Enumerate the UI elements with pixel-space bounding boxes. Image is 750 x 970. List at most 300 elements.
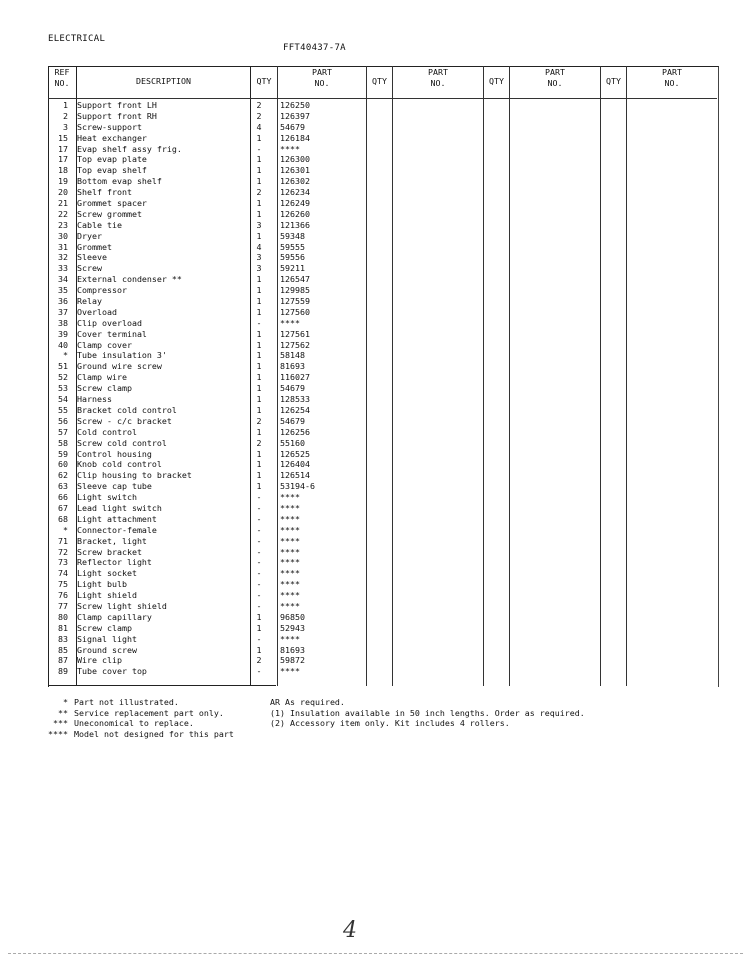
- footnote: [40, 708, 234, 719]
- description-cell: Clamp capillary: [77, 611, 152, 622]
- description-cell: Tube cover top: [77, 666, 147, 677]
- table-body: [48, 100, 717, 677]
- qty-cell: 1: [256, 285, 262, 296]
- description-cell: Cold control: [77, 426, 137, 437]
- description-cell: Heat exchanger: [77, 132, 147, 143]
- qty-cell: 2: [256, 437, 262, 448]
- description-cell: Light shield: [77, 590, 137, 601]
- qty-cell: 1: [256, 470, 262, 481]
- qty-cell: 1: [256, 296, 262, 307]
- description-cell: Light attachment: [77, 513, 157, 524]
- header-qty-4: QTY: [606, 76, 621, 86]
- qty-cell: 1: [256, 328, 262, 339]
- table-row: [48, 634, 717, 645]
- description-cell: Screw - c/c bracket: [77, 415, 172, 426]
- page-number: 4: [343, 918, 357, 943]
- part-number-cell: 59348: [280, 230, 305, 241]
- ref-cell: 20: [58, 187, 68, 198]
- part-number-cell: 116027: [280, 372, 310, 383]
- table-row: [48, 383, 717, 394]
- table-row: [48, 645, 717, 656]
- table-row: [48, 590, 717, 601]
- model-number: FFT40437-7A: [283, 43, 346, 53]
- ref-cell: 80: [58, 611, 68, 622]
- table-row: [48, 449, 717, 460]
- footnote-text: Model not designed for this part: [74, 728, 234, 739]
- ref-cell: 37: [58, 306, 68, 317]
- qty-cell: 1: [256, 339, 262, 350]
- qty-cell: 1: [256, 372, 262, 383]
- description-cell: Light bulb: [77, 579, 127, 590]
- footnote-symbol: **: [58, 707, 68, 718]
- ref-cell: 1: [63, 100, 68, 110]
- description-cell: Sleeve cap tube: [77, 481, 152, 492]
- ref-cell: 56: [58, 415, 68, 426]
- table-row: [48, 470, 717, 481]
- ref-cell: 2: [63, 110, 68, 121]
- qty-cell: 1: [256, 154, 262, 165]
- part-number-cell: ****: [280, 502, 300, 513]
- table-row: [48, 144, 717, 155]
- header-qty-2: QTY: [372, 76, 387, 86]
- description-cell: Bottom evap shelf: [77, 176, 162, 187]
- ref-cell: 32: [58, 252, 68, 263]
- description-cell: Lead light switch: [77, 502, 162, 513]
- part-number-cell: 126302: [280, 176, 310, 187]
- footnote-symbol: ****: [48, 728, 68, 739]
- footnote-text: (1) Insulation available in 50 inch lengths. Order as required.: [270, 707, 585, 718]
- qty-cell: -: [256, 557, 262, 568]
- footnotes-left: [40, 697, 234, 739]
- header-qty-1: QTY: [256, 76, 272, 86]
- table-row: [48, 557, 717, 568]
- ref-cell: 63: [58, 481, 68, 492]
- part-number-cell: ****: [280, 546, 300, 557]
- part-number-cell: ****: [280, 513, 300, 524]
- description-cell: Wire clip: [77, 655, 122, 666]
- description-cell: Clip housing to bracket: [77, 470, 192, 481]
- qty-cell: 3: [256, 219, 262, 230]
- ref-cell: 40: [58, 339, 68, 350]
- part-number-cell: 126397: [280, 110, 310, 121]
- part-number-cell: 127560: [280, 306, 310, 317]
- footnote-symbol: *: [63, 697, 68, 707]
- table-row: [48, 481, 717, 492]
- table-row: [48, 296, 717, 307]
- table-row: [48, 514, 717, 525]
- qty-cell: 2: [256, 187, 262, 198]
- ref-cell: 22: [58, 208, 68, 219]
- ref-cell: 17: [58, 154, 68, 165]
- qty-cell: -: [256, 513, 262, 524]
- table-row: [48, 187, 717, 198]
- description-cell: Overload: [77, 306, 117, 317]
- parts-table: [48, 66, 717, 686]
- ref-cell: 52: [58, 372, 68, 383]
- ref-cell: 54: [58, 394, 68, 405]
- description-cell: Screw grommet: [77, 208, 142, 219]
- part-number-cell: 126514: [280, 470, 310, 481]
- table-row: [48, 100, 717, 111]
- qty-cell: 2: [256, 415, 262, 426]
- description-cell: Clamp cover: [77, 339, 132, 350]
- ref-cell: 60: [58, 459, 68, 470]
- ref-cell: 81: [58, 622, 68, 633]
- qty-cell: 1: [256, 198, 262, 209]
- part-number-cell: 121366: [280, 219, 310, 230]
- description-cell: Control housing: [77, 448, 152, 459]
- qty-cell: -: [256, 317, 262, 328]
- ref-cell: 57: [58, 426, 68, 437]
- table-row: [48, 361, 717, 372]
- header-qty-3: QTY: [489, 76, 504, 86]
- part-number-cell: ****: [280, 568, 300, 579]
- header-part-1: PART NO.: [312, 67, 332, 88]
- description-cell: Evap shelf assy frig.: [77, 143, 182, 154]
- qty-cell: -: [256, 600, 262, 611]
- table-row: [48, 263, 717, 274]
- part-number-cell: 126525: [280, 448, 310, 459]
- part-number-cell: 127561: [280, 328, 310, 339]
- table-row: [48, 601, 717, 612]
- description-cell: Grommet: [77, 241, 112, 252]
- ref-cell: 71: [58, 535, 68, 546]
- footnote-text: Part not illustrated.: [74, 697, 179, 707]
- part-number-cell: 54679: [280, 415, 305, 426]
- table-row: [48, 122, 717, 133]
- table-row: [48, 252, 717, 263]
- qty-cell: -: [256, 546, 262, 557]
- part-number-cell: 126250: [280, 100, 310, 110]
- part-number-cell: 127559: [280, 296, 310, 307]
- footnote: [40, 697, 234, 708]
- ref-cell: 39: [58, 328, 68, 339]
- part-number-cell: 126301: [280, 165, 310, 176]
- ref-cell: *: [63, 350, 68, 361]
- ref-cell: 51: [58, 361, 68, 372]
- part-number-cell: 53194-6: [280, 481, 315, 492]
- ref-cell: 58: [58, 437, 68, 448]
- description-cell: Screw clamp: [77, 622, 132, 633]
- ref-cell: 18: [58, 165, 68, 176]
- table-row: [48, 274, 717, 285]
- header-part-4: PART NO.: [662, 67, 682, 88]
- qty-cell: 1: [256, 448, 262, 459]
- table-row: [48, 350, 717, 361]
- part-number-cell: 54679: [280, 121, 305, 132]
- part-number-cell: ****: [280, 590, 300, 601]
- description-cell: Cover terminal: [77, 328, 147, 339]
- part-number-cell: 59556: [280, 252, 305, 263]
- table-bottom-rule: [49, 685, 276, 686]
- description-cell: Clamp wire: [77, 372, 127, 383]
- part-number-cell: ****: [280, 666, 300, 677]
- table-row: [48, 525, 717, 536]
- ref-cell: 77: [58, 600, 68, 611]
- ref-cell: 23: [58, 219, 68, 230]
- ref-cell: 72: [58, 546, 68, 557]
- qty-cell: 1: [256, 383, 262, 394]
- ref-cell: 38: [58, 317, 68, 328]
- ref-cell: 75: [58, 579, 68, 590]
- description-cell: Screw bracket: [77, 546, 142, 557]
- ref-cell: 19: [58, 176, 68, 187]
- description-cell: Light switch: [77, 492, 137, 503]
- ref-cell: 83: [58, 633, 68, 644]
- qty-cell: -: [256, 666, 262, 677]
- part-number-cell: 59211: [280, 263, 305, 274]
- description-cell: Screw cold control: [77, 437, 167, 448]
- qty-cell: -: [256, 502, 262, 513]
- description-cell: Ground wire screw: [77, 361, 162, 372]
- header-part-3: PART NO.: [545, 67, 565, 88]
- description-cell: Shelf front: [77, 187, 132, 198]
- description-cell: Support front LH: [77, 100, 157, 110]
- section-title: ELECTRICAL: [48, 34, 106, 44]
- description-cell: Signal light: [77, 633, 137, 644]
- ref-cell: 68: [58, 513, 68, 524]
- ref-cell: 59: [58, 448, 68, 459]
- ref-cell: 66: [58, 492, 68, 503]
- ref-cell: 34: [58, 274, 68, 285]
- qty-cell: 1: [256, 361, 262, 372]
- ref-cell: 17: [58, 143, 68, 154]
- table-row: [48, 536, 717, 547]
- description-cell: Tube insulation 3': [77, 350, 167, 361]
- part-number-cell: ****: [280, 535, 300, 546]
- ref-cell: 31: [58, 241, 68, 252]
- part-number-cell: 126249: [280, 198, 310, 209]
- qty-cell: 1: [256, 306, 262, 317]
- table-row: [48, 655, 717, 666]
- table-row: [48, 612, 717, 623]
- description-cell: Light socket: [77, 568, 137, 579]
- qty-cell: 2: [256, 100, 262, 110]
- qty-cell: -: [256, 590, 262, 601]
- part-number-cell: 126260: [280, 208, 310, 219]
- ref-cell: 15: [58, 132, 68, 143]
- qty-cell: 3: [256, 263, 262, 274]
- qty-cell: 1: [256, 611, 262, 622]
- qty-cell: 1: [256, 274, 262, 285]
- part-number-cell: 96850: [280, 611, 305, 622]
- description-cell: Compressor: [77, 285, 127, 296]
- qty-cell: 1: [256, 132, 262, 143]
- table-row: [48, 209, 717, 220]
- part-number-cell: 81693: [280, 644, 305, 655]
- qty-cell: 1: [256, 165, 262, 176]
- description-cell: Reflector light: [77, 557, 152, 568]
- description-cell: Screw-support: [77, 121, 142, 132]
- footnotes-right: [270, 697, 585, 729]
- part-number-cell: 127562: [280, 339, 310, 350]
- footnote: [40, 729, 234, 740]
- part-number-cell: 126254: [280, 404, 310, 415]
- ref-cell: 62: [58, 470, 68, 481]
- footnote-symbol: ***: [53, 718, 68, 729]
- qty-cell: 4: [256, 241, 262, 252]
- table-row: [48, 198, 717, 209]
- part-number-cell: ****: [280, 633, 300, 644]
- table-row: [48, 372, 717, 383]
- qty-cell: -: [256, 492, 262, 503]
- description-cell: Ground screw: [77, 644, 137, 655]
- qty-cell: 1: [256, 644, 262, 655]
- part-number-cell: ****: [280, 317, 300, 328]
- qty-cell: -: [256, 143, 262, 154]
- table-row: [48, 154, 717, 165]
- description-cell: Top evap shelf: [77, 165, 147, 176]
- header-description: DESCRIPTION: [136, 76, 191, 86]
- table-row: [48, 285, 717, 296]
- qty-cell: 1: [256, 350, 262, 361]
- description-cell: Support front RH: [77, 110, 157, 121]
- table-row: [48, 568, 717, 579]
- footnote-text: Service replacement part only.: [74, 707, 224, 718]
- ref-cell: 35: [58, 285, 68, 296]
- description-cell: Sleeve: [77, 252, 107, 263]
- ref-cell: 3: [63, 121, 68, 132]
- part-number-cell: 58148: [280, 350, 305, 361]
- part-number-cell: 59872: [280, 655, 305, 666]
- qty-cell: 2: [256, 655, 262, 666]
- table-row: [48, 492, 717, 503]
- qty-cell: 2: [256, 110, 262, 121]
- qty-cell: 1: [256, 426, 262, 437]
- table-row: [48, 459, 717, 470]
- part-number-cell: 81693: [280, 361, 305, 372]
- ref-cell: 30: [58, 230, 68, 241]
- description-cell: Dryer: [77, 230, 102, 241]
- table-row: [48, 547, 717, 558]
- part-number-cell: ****: [280, 143, 300, 154]
- table-row: [48, 220, 717, 231]
- description-cell: Grommet spacer: [77, 198, 147, 209]
- ref-cell: 74: [58, 568, 68, 579]
- ref-cell: *: [63, 524, 68, 535]
- qty-cell: -: [256, 524, 262, 535]
- qty-cell: 1: [256, 481, 262, 492]
- part-number-cell: 55160: [280, 437, 305, 448]
- qty-cell: 3: [256, 252, 262, 263]
- part-number-cell: 126256: [280, 426, 310, 437]
- table-row: [48, 329, 717, 340]
- qty-cell: -: [256, 633, 262, 644]
- ref-cell: 73: [58, 557, 68, 568]
- footnote-text: (2) Accessory item only. Kit includes 4 rollers.: [270, 718, 510, 729]
- table-row: [48, 416, 717, 427]
- part-number-cell: 126184: [280, 132, 310, 143]
- part-number-cell: ****: [280, 600, 300, 611]
- qty-cell: -: [256, 568, 262, 579]
- table-row: [48, 242, 717, 253]
- header-rule: [48, 98, 717, 99]
- part-number-cell: ****: [280, 557, 300, 568]
- part-number-cell: 129985: [280, 285, 310, 296]
- description-cell: Clip overload: [77, 317, 142, 328]
- ref-cell: 87: [58, 655, 68, 666]
- description-cell: External condenser **: [77, 274, 182, 285]
- qty-cell: -: [256, 535, 262, 546]
- table-row: [48, 111, 717, 122]
- ref-cell: 89: [58, 666, 68, 677]
- qty-cell: -: [256, 579, 262, 590]
- table-row: [48, 579, 717, 590]
- part-number-cell: ****: [280, 492, 300, 503]
- description-cell: Bracket, light: [77, 535, 147, 546]
- qty-cell: 1: [256, 176, 262, 187]
- ref-cell: 33: [58, 263, 68, 274]
- footnote: [40, 718, 234, 729]
- part-number-cell: 126404: [280, 459, 310, 470]
- page-edge-line: [8, 953, 743, 954]
- part-number-cell: 126234: [280, 187, 310, 198]
- ref-cell: 21: [58, 198, 68, 209]
- qty-cell: 1: [256, 208, 262, 219]
- description-cell: Relay: [77, 296, 102, 307]
- table-row: [48, 405, 717, 416]
- ref-cell: 36: [58, 296, 68, 307]
- description-cell: Connector-female: [77, 524, 157, 535]
- qty-cell: 1: [256, 622, 262, 633]
- part-number-cell: 52943: [280, 622, 305, 633]
- description-cell: Top evap plate: [77, 154, 147, 165]
- table-row: [48, 176, 717, 187]
- part-number-cell: 126547: [280, 274, 310, 285]
- part-number-cell: 59555: [280, 241, 305, 252]
- description-cell: Bracket cold control: [77, 404, 177, 415]
- table-row: [48, 165, 717, 176]
- part-number-cell: 126300: [280, 154, 310, 165]
- description-cell: Cable tie: [77, 219, 122, 230]
- table-row: [48, 307, 717, 318]
- table-row: [48, 503, 717, 514]
- table-row: [48, 623, 717, 634]
- ref-cell: 55: [58, 404, 68, 415]
- table-row: [48, 133, 717, 144]
- table-row: [48, 340, 717, 351]
- qty-cell: 1: [256, 394, 262, 405]
- header-part-2: PART NO.: [428, 67, 448, 88]
- footnote-text: Uneconomical to replace.: [74, 718, 194, 729]
- header-ref: REF NO.: [54, 67, 70, 88]
- footnote-text: AR As required.: [270, 697, 345, 707]
- ref-cell: 67: [58, 502, 68, 513]
- table-row: [48, 427, 717, 438]
- description-cell: Knob cold control: [77, 459, 162, 470]
- description-cell: Harness: [77, 394, 112, 405]
- ref-cell: 76: [58, 590, 68, 601]
- ref-cell: 53: [58, 383, 68, 394]
- qty-cell: 1: [256, 459, 262, 470]
- description-cell: Screw: [77, 263, 102, 274]
- ref-cell: 85: [58, 644, 68, 655]
- part-number-cell: 128533: [280, 394, 310, 405]
- part-number-cell: 54679: [280, 383, 305, 394]
- table-row: [48, 394, 717, 405]
- qty-cell: 1: [256, 404, 262, 415]
- table-row: [48, 231, 717, 242]
- qty-cell: 1: [256, 230, 262, 241]
- table-row: [48, 666, 717, 677]
- description-cell: Screw light shield: [77, 600, 167, 611]
- part-number-cell: ****: [280, 579, 300, 590]
- qty-cell: 4: [256, 121, 262, 132]
- part-number-cell: ****: [280, 524, 300, 535]
- table-row: [48, 438, 717, 449]
- table-row: [48, 318, 717, 329]
- description-cell: Screw clamp: [77, 383, 132, 394]
